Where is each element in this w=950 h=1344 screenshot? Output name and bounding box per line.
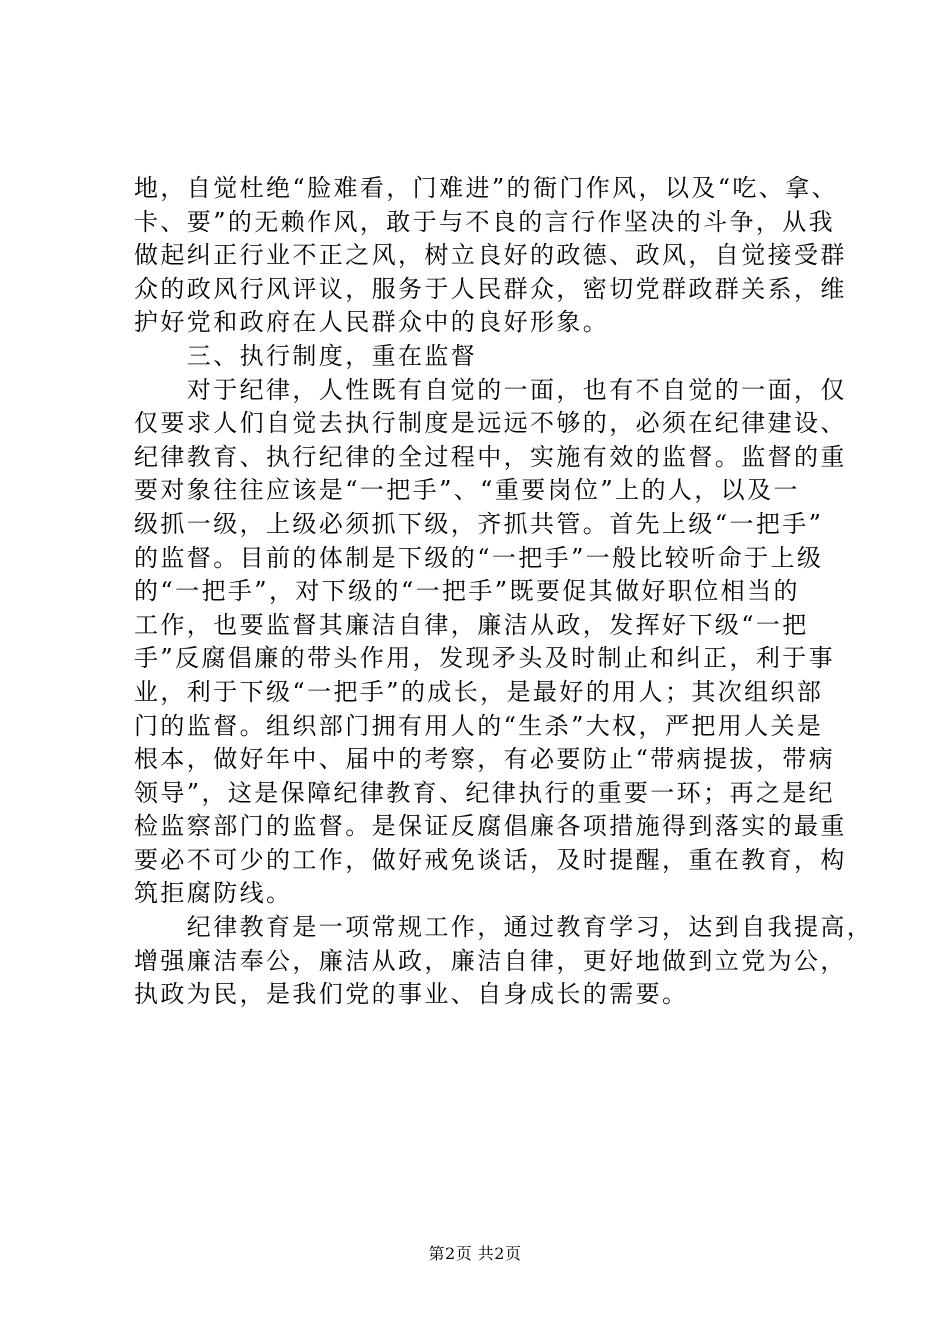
text-line: 纪律教育、执行纪律的全过程中，实施有效的监督。监督的重 bbox=[134, 442, 847, 471]
text-line: 手”反腐倡廉的带头作用，发现矛头及时制止和纠正，利于事 bbox=[134, 644, 836, 673]
text-line: 筑拒腐防线。 bbox=[134, 879, 293, 908]
text-line: 业，利于下级“一把手”的成长，是最好的用人；其次组织部 bbox=[134, 677, 824, 706]
text-line: 工作，也要监督其廉洁自律，廉洁从政，发挥好下级“一把 bbox=[134, 610, 809, 639]
text-line: 的“一把手”，对下级的“一把手”既要促其做好职位相当的 bbox=[134, 577, 800, 606]
text-line: 卡、要”的无赖作风，敢于与不良的言行作坚决的斗争，从我 bbox=[134, 207, 836, 236]
text-line: 执政为民，是我们党的事业、自身成长的需要。 bbox=[134, 980, 689, 1009]
text-line: 的监督。目前的体制是下级的“一把手”一般比较听命于上级 bbox=[134, 543, 824, 572]
text-line: 仅要求人们自觉去执行制度是远远不够的，必须在纪律建设、 bbox=[134, 409, 847, 438]
text-line: 要对象往往应该是“一把手”、“重要岗位”上的人，以及一 bbox=[134, 476, 800, 505]
section-heading: 三、执行制度，重在监督 bbox=[134, 341, 478, 370]
text-line: 地，自觉杜绝“脸难看，门难进”的衙门作风，以及“吃、拿、 bbox=[134, 174, 839, 202]
body-text bbox=[134, 172, 874, 1012]
text-line: 护好党和政府在人民群众中的良好形象。 bbox=[134, 308, 610, 337]
text-line: 对于纪律，人性既有自觉的一面，也有不自觉的一面，仅 bbox=[134, 375, 847, 404]
text-line: 做起纠正行业不正之风，树立良好的政德、政风，自觉接受群 bbox=[134, 241, 847, 270]
page-number: 第2页 共2页 bbox=[428, 1244, 522, 1263]
text-line: 根本，做好年中、届中的考察，有必要防止“带病提拔，带病 bbox=[134, 745, 836, 774]
text-line: 增强廉洁奉公，廉洁从政，廉洁自律，更好地做到立党为公， bbox=[134, 946, 847, 975]
text-line: 门的监督。组织部门拥有用人的“生杀”大权，严把用人关是 bbox=[134, 711, 824, 740]
text-line: 纪律教育是一项常规工作，通过教育学习，达到自我提高， bbox=[134, 913, 874, 942]
text-line: 众的政风行风评议，服务于人民群众，密切党群政群关系，维 bbox=[134, 274, 847, 303]
text-line: 检监察部门的监督。是保证反腐倡廉各项措施得到落实的最重 bbox=[134, 812, 847, 841]
text-line: 级抓一级，上级必须抓下级，齐抓共管。首先上级“一把手” bbox=[134, 509, 824, 538]
text-line: 要必不可少的工作，做好戒免谈话，及时提醒，重在教育，构 bbox=[134, 845, 847, 874]
page-footer bbox=[0, 1244, 950, 1264]
text-line: 领导”，这是保障纪律教育、纪律执行的重要一环；再之是纪 bbox=[134, 778, 836, 807]
